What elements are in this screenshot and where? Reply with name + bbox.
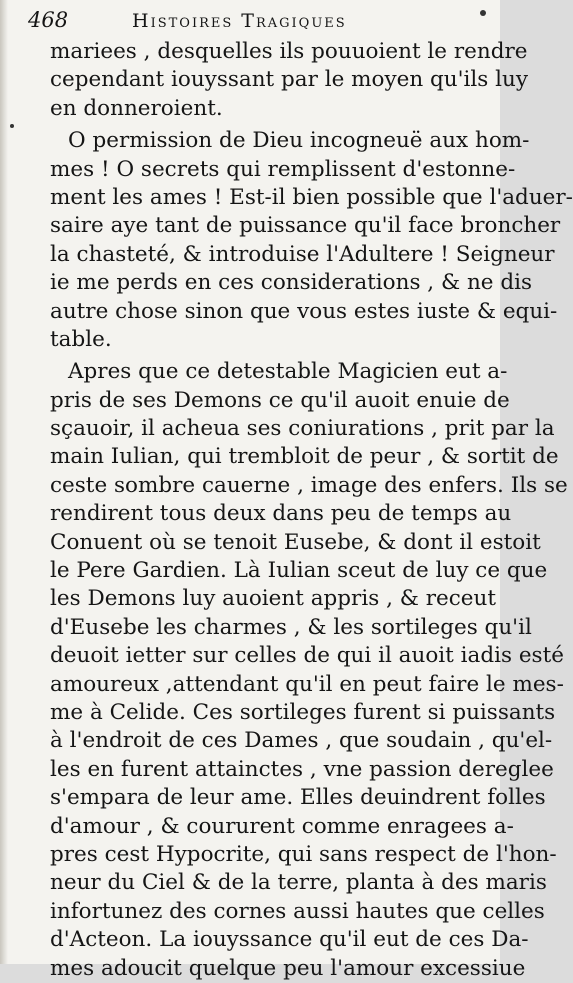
text-line: à l'endroit de ces Dames , que soudain , qu'el- — [50, 728, 553, 754]
text-line: s'empara de leur ame. Elles deuindrent folles — [50, 785, 546, 811]
text-line: ment les ames ! Est-il bien possible que l'aduer- — [50, 184, 573, 210]
text-line: mes adoucit quelque peu l'amour excessiue — [50, 955, 526, 981]
page-header — [28, 6, 488, 36]
text-line: Apres que ce detestable Magicien eut a- — [68, 359, 508, 385]
text-line: mariees , desquelles ils pouuoient le rendre — [50, 39, 528, 64]
text-line: me à Celide. Ces sortileges furent si puissants — [50, 699, 556, 725]
paragraph-3 — [50, 358, 568, 983]
text-line: ie me perds en ces considerations , & ne dis — [50, 270, 533, 296]
paragraph-1 — [50, 38, 529, 123]
text-line: amoureux ,attendant qu'il en peut faire le mes- — [50, 671, 564, 697]
text-line: le Pere Gardien. Là Iulian sceut de luy ce que — [50, 558, 548, 584]
body-text — [50, 38, 573, 983]
page-number: 468 — [28, 8, 69, 32]
text-line: d'Eusebe les charmes , & les sortileges qu'il — [50, 614, 532, 640]
text-line: main Iulian, qui trembloit de peur , & sortit de — [50, 444, 559, 470]
text-line: les en furent attainctes , vne passion dereglee — [50, 756, 554, 782]
text-line: neur du Ciel & de la terre, planta à des maris — [50, 870, 547, 896]
text-line: la chasteté, & introduise l'Adultere ! Seigneur — [50, 241, 555, 267]
page-gutter-shadow — [0, 0, 8, 964]
text-line: en donneroient. — [50, 95, 223, 121]
text-line: d'Acteon. La iouyssance qu'il eut de ces Da- — [50, 927, 529, 953]
text-line: O permission de Dieu incogneuë aux hom- — [68, 128, 530, 154]
text-line: pris de ses Demons ce qu'il auoit enuie de — [50, 387, 510, 413]
text-line: rendirent tous deux dans peu de temps au — [50, 501, 512, 527]
text-line: infortunez des cornes aussi hautes que celles — [50, 898, 545, 924]
text-line: ceste sombre cauerne , image des enfers. Ils se — [50, 472, 568, 498]
text-line: table. — [50, 326, 112, 352]
running-head: Histoires Tragiques — [132, 10, 347, 32]
text-line: pres cest Hypocrite, qui sans respect de l'hon- — [50, 841, 557, 867]
text-line: sçauoir, il acheua ses coniurations , prit par la — [50, 416, 555, 442]
text-line: Conuent où se tenoit Eusebe, & dont il estoit — [50, 529, 541, 555]
text-line: les Demons luy auoient appris , & receut — [50, 586, 496, 612]
paragraph-2 — [50, 127, 573, 354]
text-line: cependant iouyssant par le moyen qu'ils luy — [50, 67, 529, 93]
margin-ink-mark — [10, 124, 14, 128]
text-line: saire aye tant de puissance qu'il face broncher — [50, 213, 561, 239]
text-line: mes ! O secrets qui remplissent d'estonne- — [50, 156, 516, 182]
text-line: autre chose sinon que vous estes iuste & equi- — [50, 298, 558, 324]
text-line: d'amour , & coururent comme enragees a- — [50, 813, 514, 839]
text-line: deuoit ietter sur celles de qui il auoit iadis esté — [50, 643, 564, 669]
